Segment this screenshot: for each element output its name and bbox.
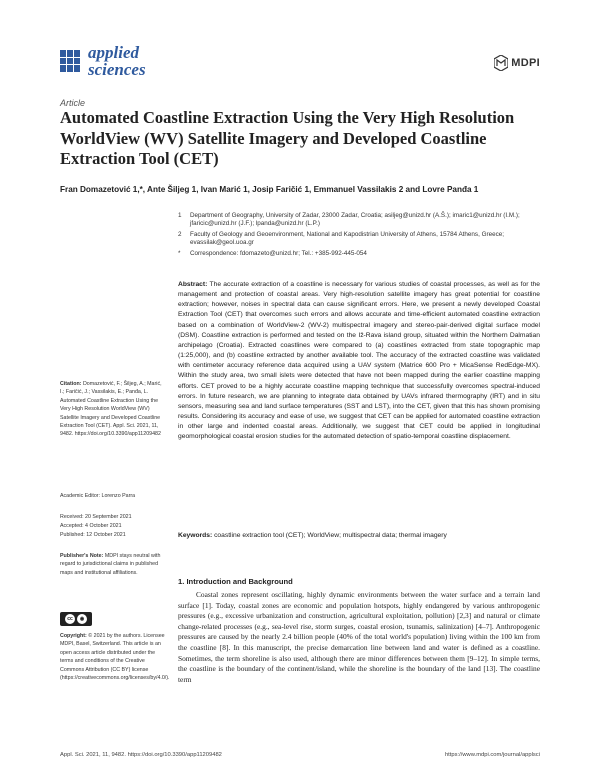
academic-editor: Academic Editor: Lorenzo Parra	[60, 493, 136, 499]
copyright-block: Copyright: © 2021 by the authors. Licensee MDPI, Basel, Switzerland. This article is an open access article distributed under the terms and conditions of the Creative Commons Attribution (CC BY) license (https://creativecommons.org/licenses/by/4.0/).	[60, 633, 170, 682]
footer-journal-link[interactable]: https://www.mdpi.com/journal/applsci	[444, 752, 540, 758]
abstract	[178, 280, 540, 443]
abstract-label: Abstract:	[178, 281, 208, 288]
accepted-date: Accepted: 4 October 2021	[60, 523, 122, 529]
abstract-text: The accurate extraction of a coastline is necessary for various studies of coastal processes, as well as for the management and protection of coastal areas. Very high-resolution satellite imagery has great potential for coastline extraction; however, noises in spectral data can cause significant errors. Here, we present a newly developed Coastal Extraction Tool (CET) that overcomes such errors and allows accurate and time-efficient automated coastline extraction based on a combination of WorldView-2 (WV-2) multispectral imagery and stereo-pair-derived digital surface model (DSM). Coastline extraction is performed and tested on the Iž-Rava island group, situated within the Northern Dalmatian archipelago (Croatia). Extracted coastlines were compared to (a) coastlines extracted from state topographic map (1:25,000), and (b) coastline extracted by another available tool. The accuracy of the extracted coastline was validated with centimeter accuracy reference data acquired using a UAV system (Matrice 600 Pro + MicaSense RedEdge-MX). Within the study area, two small islets were detected that have not been mapped during the earlier coastline mapping efforts. CET proved to be a highly accurate coastline mapping technique that successfully overcomes spectral-induced errors. In future research, we are planning to integrate data obtained by UAVs infrared thermography (IRT) and in situ sensors, measuring sea and land surface temperatures (SST and LST), into the CET, given that this has shown promising results. Considering its accuracy and ease of use, we suggest that CET can be applied for automated coastline extraction in other large and indented coastal areas. Additionally, we suggest that CET could be applied in longitudinal geomorphological coastal erosion studies for the automated detection of spatio-temporal coastline displacement.	[178, 281, 540, 441]
publisher-note: Publisher's Note: MDPI stays neutral with regard to jurisdictional claims in published maps and institutional affiliations.	[60, 553, 161, 576]
affiliation-item: 1 Department of Geography, University of Zadar, 23000 Zadar, Croatia; asiljeg@unizd.hr (A.Š.); imaric1@unizd.hr (I.M.); jfaricic@unizd.hr (J.F.); lpanda@unizd.hr (L.P.)	[178, 212, 520, 228]
publisher-name: MDPI	[511, 57, 540, 69]
published-date: Published: 12 October 2021	[60, 532, 126, 538]
journal-logo	[60, 44, 200, 94]
keywords	[178, 531, 540, 541]
publisher-logo	[494, 55, 540, 71]
affiliation-item: 2 Faculty of Geology and Geoenvironment, National and Kapodistrian University of Athens, 15784 Athens, Greece; evassilak@geol.uoa.gr	[178, 230, 504, 247]
body-paragraph: Coastal zones represent oscillating, highly dynamic environments between the water surface and a terrain land surface [1]. Today, coastal zones are economic and population hotspots, highly endangered by various anthropogenic pressures (e.g., excessive urbanization and construction, agricultural exploitation, pollution) [2,3] and natural or climate change-related processes (e.g., sea-level rise, storm surges, coastal erosion, tsunamis, salinization) [4–7]. Anthropogenic pressures are caused by the nearly 2.4 billion people (40% of the total world's population) living within the 100 km from the coastline [8]. In this manuscript, the precise demarcation line between land and water is defined as a coastline. Sometimes, the term shoreline is also used, although there are minor differences between them [9–12]. In simple terms, the coastline is the boundary of the continent/island, while the shoreline is the boundary of the land [13]. The coastline term	[178, 590, 540, 684]
article-type: Article	[60, 98, 86, 108]
journal-logo-icon	[60, 50, 82, 72]
page-footer	[60, 752, 540, 758]
author-list: Fran Domazetović 1,*, Ante Šiljeg 1, Ivan Marić 1, Josip Faričić 1, Emmanuel Vassilakis 2 and Lovre Panđa 1	[60, 185, 479, 194]
correspondence: * Correspondence: fdomazeto@unizd.hr; Tel.: +385-992-445-054	[178, 249, 367, 257]
footer-citation[interactable]: Appl. Sci. 2021, 11, 9482. https://doi.org/10.3390/app11209482	[60, 752, 222, 758]
cc-by-icon: ◉	[77, 614, 87, 624]
journal-name: applied sciences	[88, 43, 146, 79]
keywords-text: coastline extraction tool (CET); WorldView; multispectral data; thermal imagery	[214, 532, 447, 539]
keywords-label: Keywords:	[178, 532, 213, 539]
mdpi-icon	[494, 55, 508, 71]
affiliations	[178, 212, 548, 260]
cc-license-badge[interactable]	[60, 612, 92, 626]
received-date: Received: 20 September 2021	[60, 514, 132, 520]
cc-icon: cc	[65, 614, 75, 624]
section-heading: 1. Introduction and Background	[178, 577, 293, 586]
paper-title: Automated Coastline Extraction Using the Very High Resolution WorldView (WV) Satellite Imagery and Developed Coastline Extraction Tool (CET)	[60, 108, 515, 168]
citation-block: Citation: Domazetović, F.; Šiljeg, A.; Marić, I.; Faričić, J.; Vassilakis, E.; Panđa, L. Automated Coastline Extraction Using the Very High Resolution WorldView (WV) Satellite Imagery and Developed Coastline Extraction Tool (CET). Appl. Sci. 2021, 11, 9482. https://doi.org/10.3390/app11209482	[60, 381, 162, 438]
